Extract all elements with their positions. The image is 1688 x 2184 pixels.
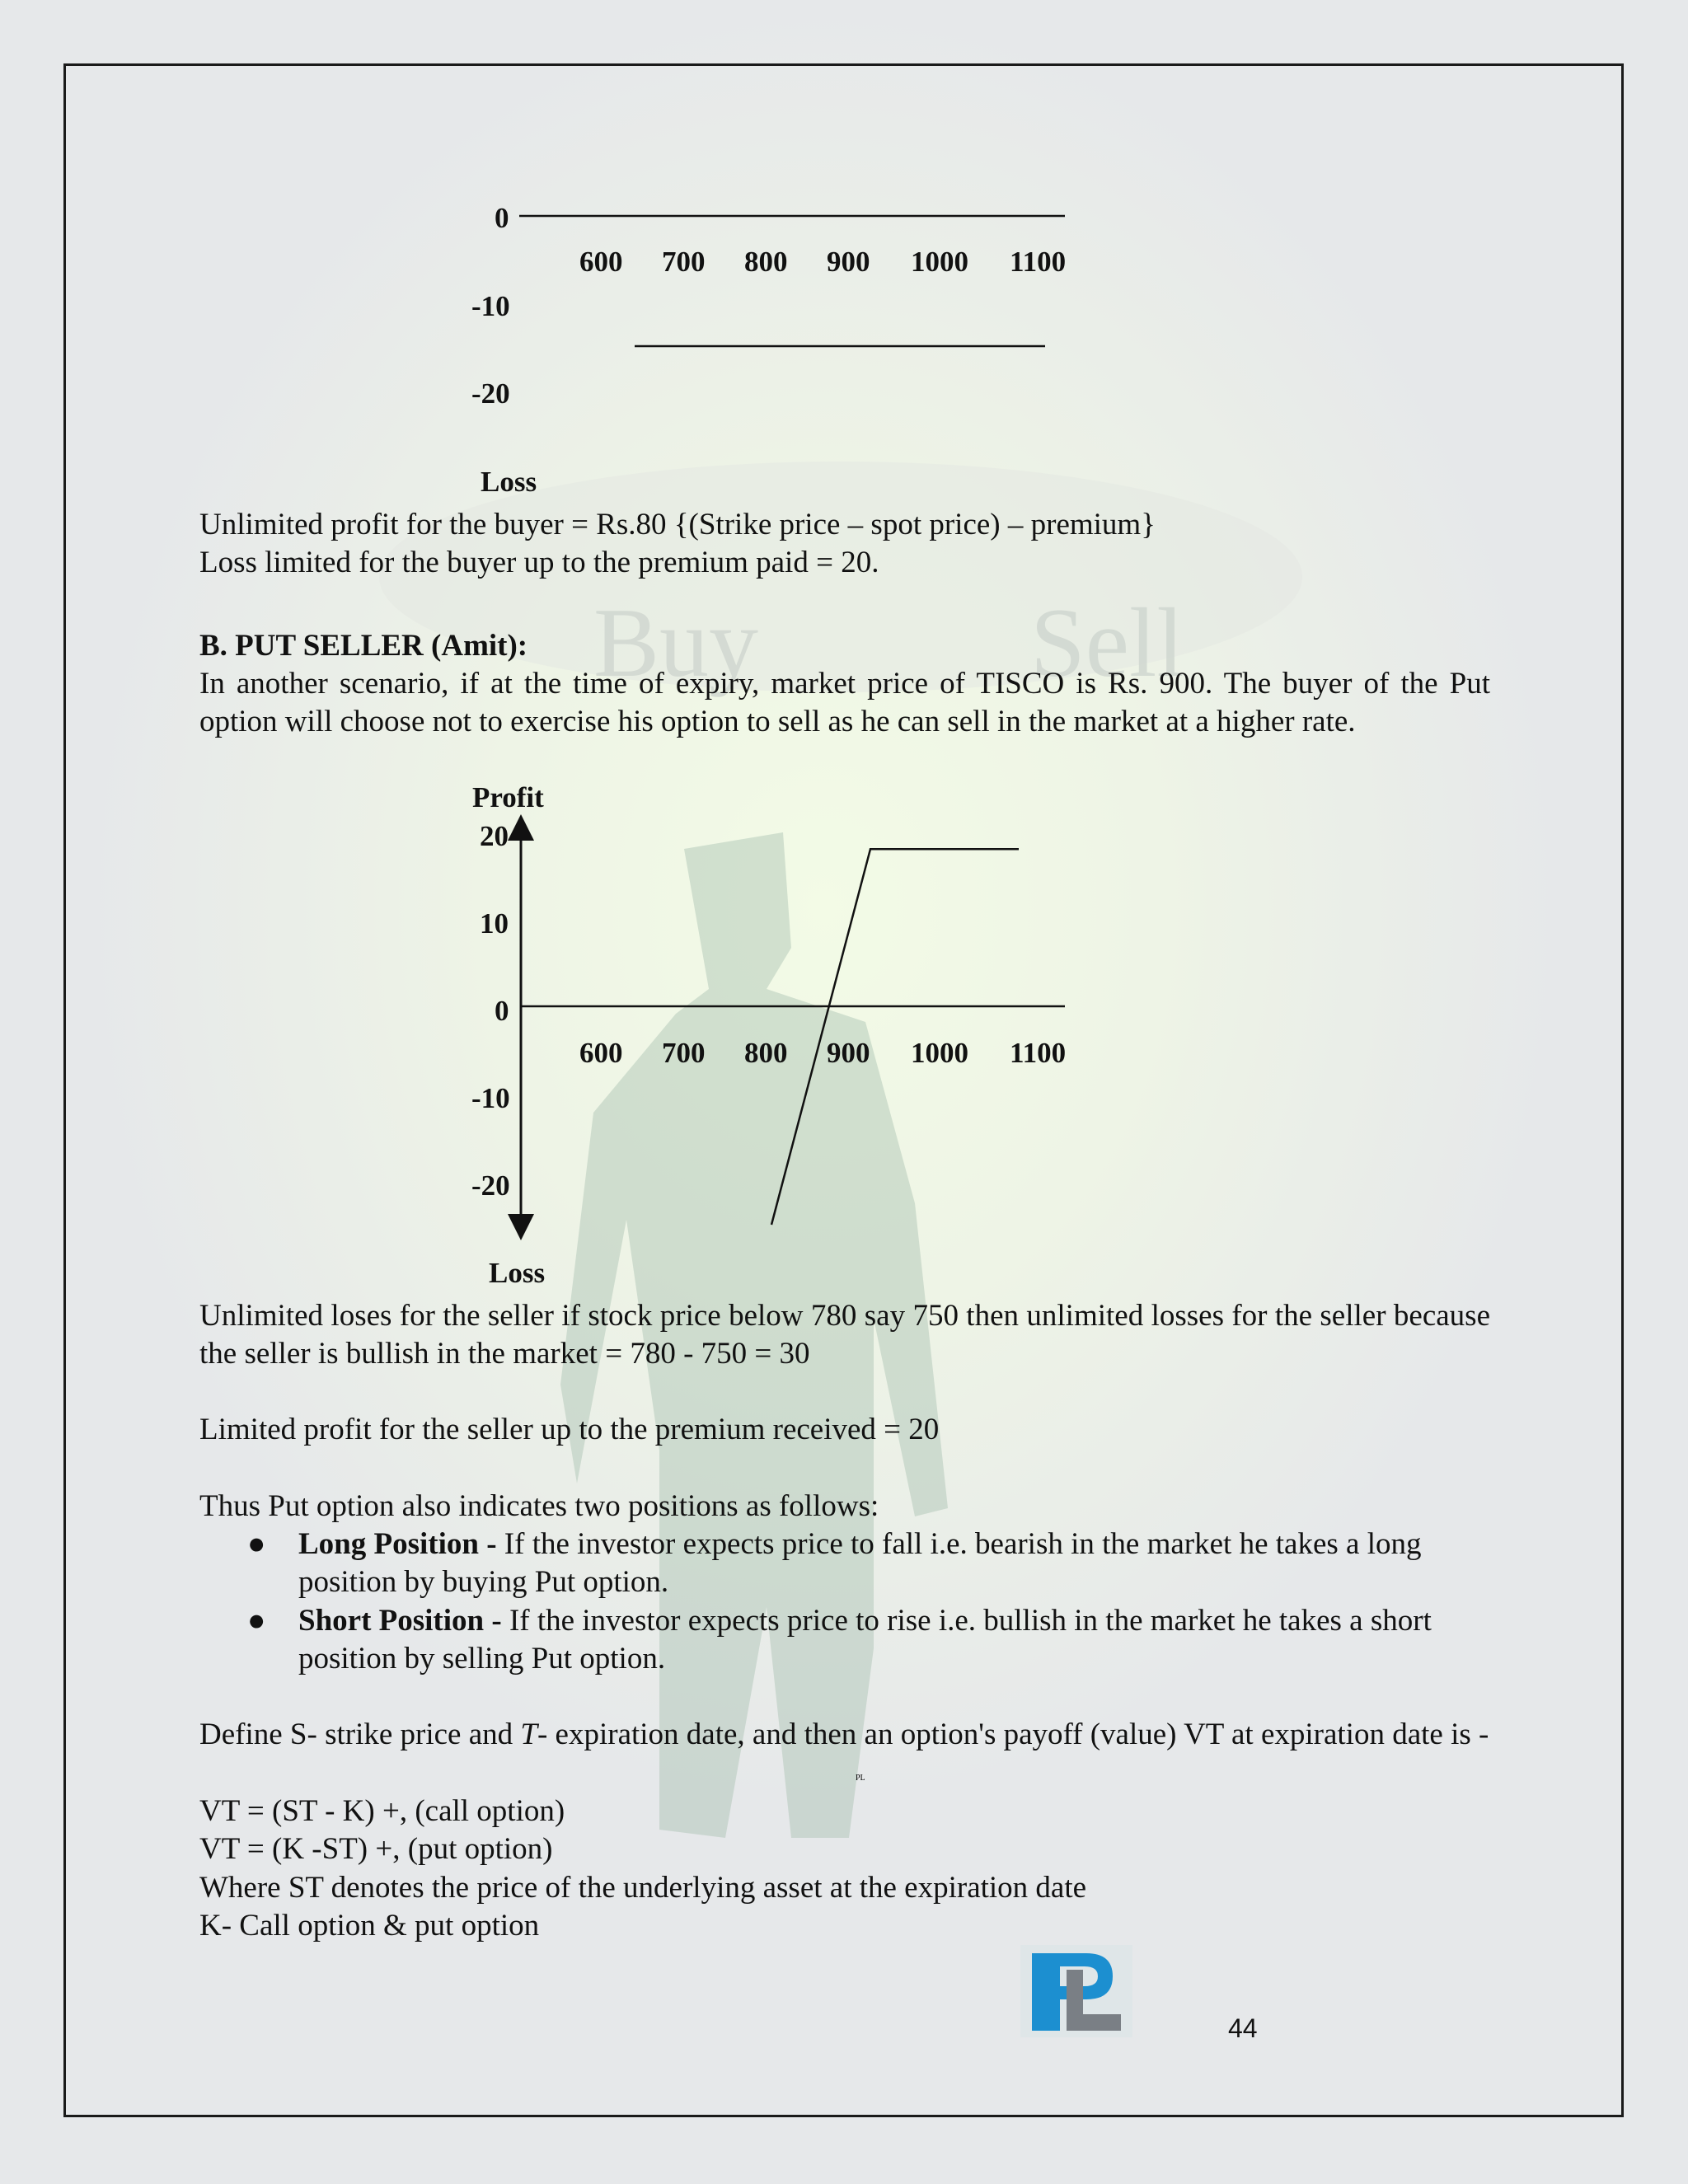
- two-positions-intro: Thus Put option also indicates two positions as follows:: [199, 1489, 879, 1523]
- chart-x-tick: 1100: [1010, 1037, 1067, 1069]
- watermark-buy-text: Buy: [593, 588, 759, 697]
- section-b-paragraph: In another scenario, if at the time of expiry, market price of TISCO is Rs. 900. The buyer of the Put option will choose not to exercise his option to sell as he can sell in the market at a higher rate.: [199, 667, 1490, 738]
- top-chart-y-tick: -20: [471, 377, 510, 410]
- top-chart-loss-label: Loss: [481, 466, 537, 498]
- top-chart-x-tick: 1100: [1010, 246, 1067, 278]
- bullet-term: Short Position -: [298, 1604, 502, 1638]
- where-line: Where ST denotes the price of the underlying asset at the expiration date: [199, 1871, 1087, 1905]
- bullet-icon: ●: [247, 1604, 266, 1638]
- define-paragraph: [199, 1716, 1490, 1754]
- bullet-term: Long Position -: [298, 1527, 497, 1561]
- buyer-loss-line: Loss limited for the buyer up to the premium paid = 20.: [199, 546, 879, 579]
- top-chart-x-tick: 700: [662, 246, 706, 278]
- top-chart-x-tick: 600: [579, 246, 623, 278]
- logo-letters: PL: [856, 1774, 865, 1783]
- chart-y-axis-bottom-arrow: [508, 1214, 534, 1240]
- watermark-sell-text: Sell: [1030, 588, 1184, 697]
- chart-y-axis-top-arrow: [508, 814, 534, 841]
- define-post: - expiration date, and then an option's payoff (value) VT at expiration date is -: [537, 1718, 1489, 1751]
- chart-x-tick: 600: [579, 1037, 623, 1069]
- bullet-text: If the investor expects price to rise i.e. bullish in the market he takes a short position by selling Put option.: [298, 1604, 1432, 1675]
- bullet-text: If the investor expects price to fall i.e. bearish in the market he takes a long position by buying Put option.: [298, 1527, 1422, 1599]
- top-chart-y-tick: 0: [495, 202, 509, 234]
- top-chart-y-tick: -10: [471, 290, 510, 322]
- page-number: 44: [1228, 2013, 1258, 2043]
- define-t: T: [520, 1718, 537, 1751]
- chart-x-tick: 900: [827, 1037, 870, 1069]
- chart-profit-label: Profit: [472, 781, 544, 813]
- chart-y-tick: 0: [495, 995, 509, 1027]
- formula-put: VT = (K -ST) +, (put option): [199, 1832, 553, 1866]
- top-chart-x-tick: 800: [744, 246, 788, 278]
- chart-y-tick: 20: [480, 820, 509, 852]
- chart-series-line: [771, 849, 1019, 1225]
- chart-y-tick: -10: [471, 1082, 510, 1114]
- top-chart-x-tick: 900: [827, 246, 870, 278]
- section-heading-put-seller: B. PUT SELLER (Amit):: [199, 629, 528, 663]
- chart-x-tick: 800: [744, 1037, 788, 1069]
- chart-y-tick: -20: [471, 1169, 510, 1202]
- chart-x-tick: 700: [662, 1037, 706, 1069]
- buyer-profit-line: Unlimited profit for the buyer = Rs.80 {(Strike price – spot price) – premium}: [199, 508, 1156, 541]
- k-line: K- Call option & put option: [199, 1909, 540, 1943]
- seller-profit-line: Limited profit for the seller up to the premium received = 20: [199, 1413, 940, 1446]
- chart-x-tick: 1000: [911, 1037, 968, 1069]
- top-chart-x-tick: 1000: [911, 246, 968, 278]
- chart-y-tick: 10: [480, 907, 509, 940]
- formula-call: VT = (ST - K) +, (call option): [199, 1794, 565, 1828]
- define-pre: Define S- strike price and: [199, 1718, 521, 1751]
- bullet-icon: ●: [247, 1527, 266, 1561]
- seller-loss-paragraph: Unlimited loses for the seller if stock price below 780 say 750 then unlimited losses for the seller because the seller is bullish in the market = 780 - 750 = 30: [199, 1299, 1490, 1371]
- chart-loss-label: Loss: [489, 1257, 546, 1289]
- company-logo: [856, 1774, 1132, 2037]
